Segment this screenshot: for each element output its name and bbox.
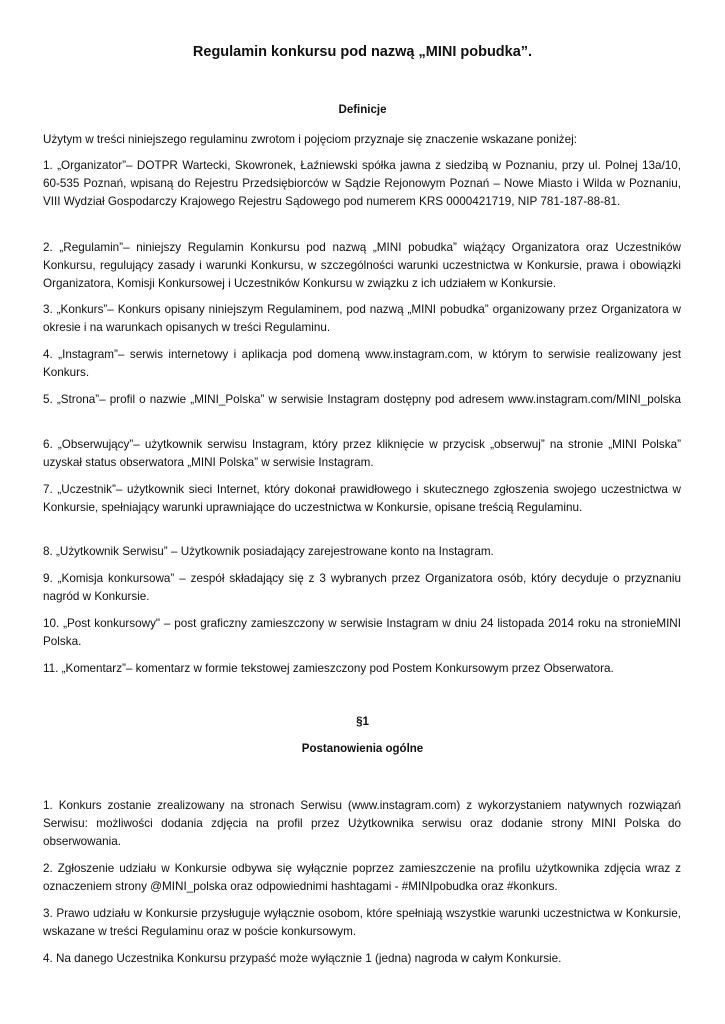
intro-paragraph: Użytym w treści niniejszego regulaminu zwrotom i pojęciom przyznaje się znaczenie wskazane poniżej:	[43, 133, 577, 146]
definition-item: 11. „Komentarz”– komentarz w formie tekstowej zamieszczony pod Postem Konkursowym przez Obserwatora.	[43, 662, 614, 675]
definition-item: 8. „Użytkownik Serwisu” – Użytkownik posiadający zarejestrowane konto na Instagram.	[43, 545, 494, 558]
definition-item: 9. „Komisja konkursowa” – zespół składający się z 3 wybranych przez Organizatora osób, który decyduje o przyznaniu nagród w Konkursie.	[43, 572, 681, 603]
definition-item: 4. „Instagram”– serwis internetowy i aplikacja pod domeną www.instagram.com, w którym to serwisie realizowany jest Konkurs.	[43, 348, 681, 379]
definition-item: 10. „Post konkursowy" – post graficzny zamieszczony w serwisie Instagram w dniu 24 listopada 2014 roku na stronieMINI Polska.	[43, 617, 681, 648]
definition-item: 5. „Strona”– profil o nazwie „MINI_Polska” w serwisie Instagram dostępny pod adresem www.instagram.com/MINI_polska	[43, 393, 681, 406]
definitions-heading: Definicje	[338, 104, 387, 116]
document-title: Regulamin konkursu pod nazwą „MINI pobudka”.	[192, 44, 533, 60]
definition-item: 7. „Uczestnik”– użytkownik sieci Internet, który dokonał prawidłowego i skutecznego zgłoszenia swojego uczestnictwa w Konkursie, spełniający warunki uprawniające do uczestnictwa w Konkursie, opisane treścią Regulaminu.	[43, 483, 681, 514]
definition-item: 1. „Organizator”– DOTPR Wartecki, Skowronek, Łaźniewski spółka jawna z siedzibą w Poznaniu, przy ul. Polnej 13a/10, 60-535 Poznań, wpisaną do Rejestru Przedsiębiorców w Sądzie Rejonowym Poznań – Nowe Miasto i Wilda w Poznaniu, VIII Wydział Gospodarczy Krajowego Rejestru Sądowego pod numerem KRS 0000421719, NIP 781-187-88-81.	[43, 159, 681, 208]
section1-heading: Postanowienia ogólne	[301, 743, 424, 755]
section1-item: 2. Zgłoszenie udziału w Konkursie odbywa się wyłącznie poprzez zamieszczenie na profilu użytkownika zdjęcia wraz z oznaczeniem strony @MINI_polska oraz odpowiednimi hashtagami - #MINIpobudka oraz #konkurs.	[43, 862, 681, 893]
definition-item: 6. „Obserwujący”– użytkownik serwisu Instagram, który przez kliknięcie w przycisk „obserwuj” na stronie „MINI Polska” uzyskał status obserwatora „MINI Polska” w serwisie Instagram.	[43, 438, 681, 469]
section1-item: 4. Na danego Uczestnika Konkursu przypaść może wyłącznie 1 (jedna) nagroda w całym Konkursie.	[43, 952, 562, 965]
section1-number: §1	[356, 716, 369, 728]
definition-item: 3. „Konkurs”– Konkurs opisany niniejszym Regulaminem, pod nazwą „MINI pobudka” organizowany przez Organizatora w okresie i na warunkach opisanych w treści Regulaminu.	[43, 303, 681, 334]
section1-item: 1. Konkurs zostanie zrealizowany na stronach Serwisu (www.instagram.com) z wykorzystaniem natywnych rozwiązań Serwisu: możliwości dodania zdjęcia na profil przez Użytkownika serwisu oraz dodanie strony MINI Polska do obserwowania.	[43, 799, 681, 848]
section1-item: 3. Prawo udziału w Konkursie przysługuje wyłącznie osobom, które spełniają wszystkie warunki uczestnictwa w Konkursie, wskazane w treści Regulaminu oraz w poście konkursowym.	[43, 907, 681, 938]
definition-item: 2. „Regulamin”– niniejszy Regulamin Konkursu pod nazwą „MINI pobudka” wiążący Organizatora oraz Uczestników Konkursu, regulujący zasady i warunki Konkursu, w szczególności warunki uczestnictwa w Konkursie, prawa i obowiązki Organizatora, Komisji Konkursowej i Uczestników Konkursu w związku z ich udziałem w Konkursie.	[43, 241, 681, 290]
